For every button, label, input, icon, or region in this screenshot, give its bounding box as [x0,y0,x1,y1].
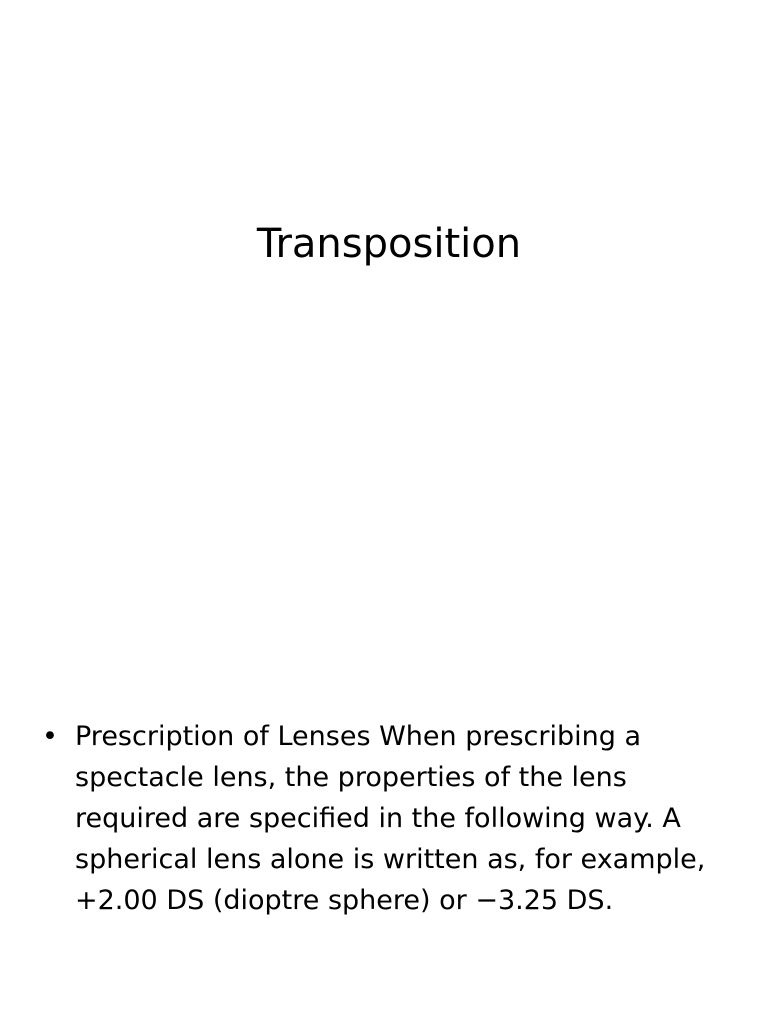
slide-title: Transposition [256,221,522,267]
bullet-icon: • [42,721,58,752]
bullet-item [42,716,732,921]
bullet-list [42,716,732,921]
bullet-text: Prescription of Lenses When prescribing a spectacle lens, the properties of the lens required are specified in the following way. A spherical lens alone is written as, for example, +2.00 DS (dioptre sphere) or −3.25 DS. [75,721,706,916]
